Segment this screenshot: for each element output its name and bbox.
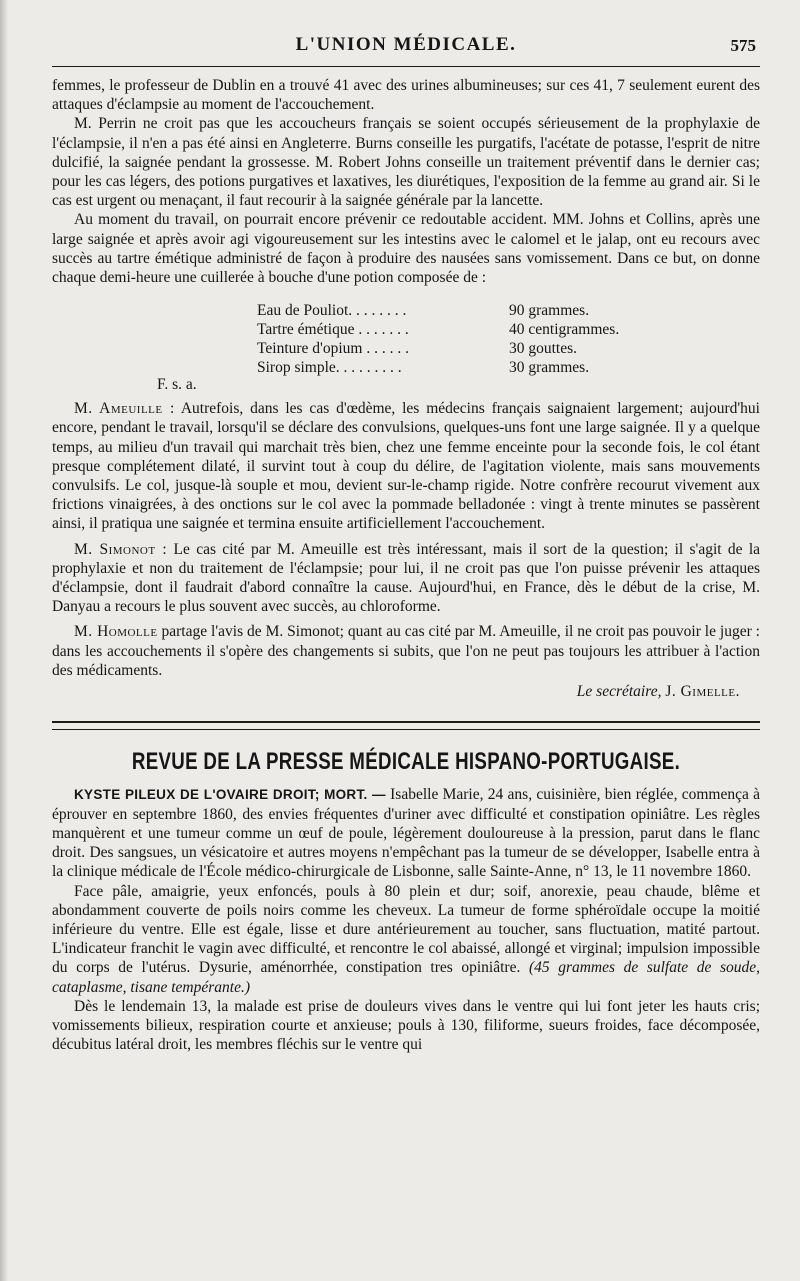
article-exam-text: Face pâle, amaigrie, yeux enfoncés, pouls à 80 plein et dur; soif, anorexie, peau chaude, blême et abondamment couverte de poils noirs comme les cheveux. La tumeur de forme sphéroïdale occupe la moitié inférieure du ventre. Elle est égale, lisse et dure antérieurement au toucher, sans fluctuation, matité partout. L'indicateur franchit le vagin avec difficulté, et rencontre le col abaissé, allongé et virginal; impulsion impossible du corps de l'utérus. Dysurie, aménorrhée, constipation tres opiniâtre. xyxy=(52,882,760,977)
recipe-quantity: 40 centigrammes. xyxy=(509,321,620,339)
paragraph-perrin: M. Perrin ne croit pas que les accoucheurs français se soient occupés sérieusement de la prophylaxie de l'éclampsie, il n'en a pas été ainsi en Angleterre. Burns conseille les purgatifs, l'acétate de potasse, l'esprit de nitre dulcifié, la saignée pendant la grossesse. M. Robert Johns conseille un traitement préventif dans le dernier cas; pour les cas légers, des potions purgatives et laxatives, les diurétiques, l'exposition de la femme au grand air. Si le cas est urgent ou menaçant, il faut recourir à la saignée générale par la lancette. xyxy=(52,115,760,210)
speaker-text: Autrefois, dans les cas d'œdème, les médecins français saignaient largement; aujourd'hui encore, pendant le travail, lorsqu'il se déclare des convulsions, quelques-uns font une large saignée. Il y a quelque temps, au milieu d'un travail qui marchait très bien, chez une femme enceinte pour la seconde fois, le col étant presque complétement dilaté, il survint tout à coup du délire, de l'agitation violente, mais sans mouvements convulsifs. Le col, jusque-là souple et mou, devient sur-le-champ rigide. Notre confrère recourut vivement aux frictions vinaigrées, à des onctions sur le col avec la pommade belladonée : vingt à trente minutes se passèrent ainsi, il pratiqua une saignée et termina ensuite artificiellement l'accouchement. xyxy=(52,400,760,533)
header-rule xyxy=(52,66,760,67)
recipe-row xyxy=(257,320,697,339)
recipe-formula-abbrev: F. s. a. xyxy=(157,376,197,394)
paragraph-ameuille xyxy=(52,399,760,533)
recipe-quantity: 30 gouttes. xyxy=(509,340,578,358)
recipe-row xyxy=(257,301,697,320)
page-body xyxy=(52,76,760,1054)
recipe-row xyxy=(257,358,697,377)
secretary-signature xyxy=(52,682,760,701)
recipe-ingredient: Eau de Pouliot. . . . . . . . xyxy=(257,302,407,320)
signature-name: J. Gimelle. xyxy=(665,683,740,701)
speaker-name: M. Ameuille : xyxy=(74,400,175,418)
paragraph-albumin: femmes, le professeur de Dublin en a trouvé 41 avec des urines albumineuses; sur ces 41, 7 seulement eurent des attaques d'éclampsie au moment de l'accouchement. xyxy=(52,77,760,114)
recipe-quantity: 90 grammes. xyxy=(509,302,590,320)
section-title: REVUE DE LA PRESSE MÉDICALE HISPANO-PORTUGAISE. xyxy=(131,748,681,776)
speaker-text: partage l'avis de M. Simonot; quant au cas cité par M. Ameuille, il ne croit pas pouvoir le juger : dans les accouchements il s'opère des changements si subits, que l'on ne peut pas toujours les attribuer à l'action des médicaments. xyxy=(52,623,760,679)
recipe-ingredient: Teinture d'opium . . . . . . xyxy=(257,340,409,358)
recipe-row xyxy=(257,339,697,358)
article-prescription: (45 grammes de sulfate de soude, cataplasme, tisane tempérante.) xyxy=(52,959,761,996)
page-number: 575 xyxy=(730,36,756,55)
speaker-name: M. Homolle xyxy=(74,623,158,641)
article-intro-text: Isabelle Marie, 24 ans, cuisinière, bien réglée, commença à éprouver en septembre 1860, des envies fréquentes d'uriner avec difficulté et constipation opiniâtre. Les règles manquèrent et une tumeur comme un œuf de poule, légèrement douloureuse à la pression, parut dans le flanc droit. Des sangsues, un vésicatoire et autres moyens n'empêchant pas la tumeur de se développer, Isabelle entra à la clinique médicale de l'École médico-chirurgicale de Lisbonne, salle Sainte-Anne, n° 13, le 11 novembre 1860. xyxy=(52,786,761,881)
paragraph-homolle xyxy=(52,622,760,680)
recipe-ingredient: Tartre émétique . . . . . . . xyxy=(257,321,409,339)
paragraph-article-exam xyxy=(52,882,760,997)
page-header xyxy=(52,30,760,64)
recipe-ingredient: Sirop simple. . . . . . . . . xyxy=(257,359,402,377)
speaker-name: M. Simonot : xyxy=(74,540,168,558)
paragraph-simonot xyxy=(52,540,760,617)
running-title: L'UNION MÉDICALE. xyxy=(295,34,517,55)
paragraph-johns-collins: Au moment du travail, on pourrait encore prévenir ce redoutable accident. MM. Johns et Collins, après une large saignée et après avoir agi vigoureusement sur les intestins avec le calomel et le jalap, ont eu recours avec succès au tartre émétique administré de façon à produire des nausées sans vomissement. Dans ce but, on donne chaque demi-heure une cuillerée à bouche d'une potion composée de : xyxy=(52,211,760,287)
signature-role: Le secrétaire, xyxy=(576,683,662,701)
paragraph-article-followup: Dès le lendemain 13, la malade est prise de douleurs vives dans le ventre qui lui font jeter les hauts cris; vomissements bilieux, respiration courte et anxieuse; pouls à 130, filiforme, sueurs froides, face décomposée, décubitus latéral droit, les membres fléchis sur le ventre qui xyxy=(52,997,760,1054)
speaker-text: Le cas cité par M. Ameuille est très intéressant, mais il sort de la question; il s'agit de la prophylaxie et non du traitement de l'éclampsie; pour lui, il ne croit pas que l'on puisse prévenir les attaques d'éclampsie, dont il faudrait d'abord connaître la cause. Aujourd'hui, en France, dès le début de la crise, M. Danyau a recours le plus souvent avec succès, au chloroforme. xyxy=(52,540,761,616)
section-divider xyxy=(52,721,760,730)
recipe-quantity: 30 grammes. xyxy=(509,359,590,377)
paragraph-article-intro xyxy=(52,785,760,881)
page-spine-shadow xyxy=(0,0,8,1281)
article-heading: KYSTE PILEUX DE L'OVAIRE DROIT; MORT. — xyxy=(74,787,386,803)
recipe-block xyxy=(52,297,760,393)
